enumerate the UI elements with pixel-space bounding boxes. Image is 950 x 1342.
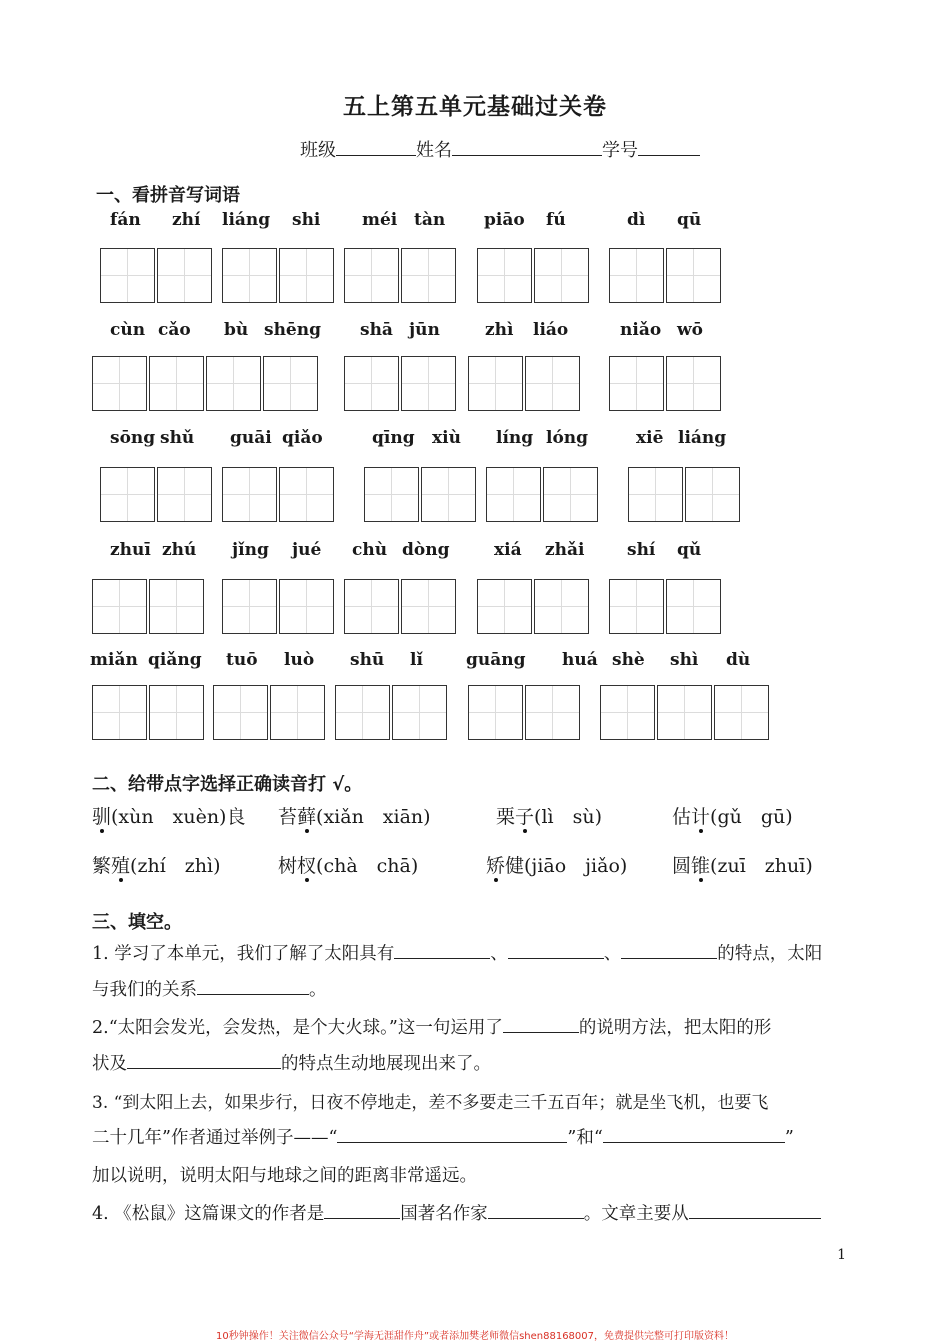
question-text: 状及 [92, 1054, 127, 1074]
pinyin: dòng [402, 540, 450, 560]
pinyin: dù [726, 650, 751, 670]
character-box[interactable] [344, 579, 399, 634]
character-box[interactable] [600, 685, 655, 740]
section3-heading: 三、填空。 [92, 912, 182, 933]
character-box[interactable] [157, 467, 212, 522]
character-box[interactable] [344, 356, 399, 411]
id-blank[interactable] [638, 139, 700, 156]
pinyin: xiá [494, 540, 522, 560]
character-box[interactable] [543, 467, 598, 522]
choice-char: 苔 [278, 806, 298, 828]
character-box-group [92, 685, 206, 740]
separator: 、 [603, 944, 622, 964]
pinyin: qū [677, 210, 702, 230]
pinyin: liáng [222, 210, 271, 230]
character-box[interactable] [401, 248, 456, 303]
pinyin: huá [562, 650, 598, 670]
pinyin: tàn [414, 210, 446, 230]
choice-char: 估 [672, 806, 692, 828]
character-box-group [609, 248, 723, 303]
dotted-char: 殖 [111, 851, 130, 878]
choice-char: 繁 [92, 855, 112, 877]
character-box[interactable] [263, 356, 318, 411]
page-title: 五上第五单元基础过关卷 [343, 94, 607, 120]
pinyin: qiǎng [148, 650, 202, 670]
pinyin: miǎn [90, 650, 138, 670]
character-box[interactable] [714, 685, 769, 740]
question-text: 4. 《松鼠》这篇课文的作者是 [92, 1204, 325, 1224]
choice-options: (chà chā) [316, 855, 419, 877]
character-box[interactable] [213, 685, 268, 740]
dotted-char: 计 [691, 802, 710, 829]
name-blank[interactable] [452, 139, 602, 156]
student-info-line [300, 136, 700, 162]
footer-notice: 10秒钟操作！关注微信公众号“学海无涯甜作舟”或者添加樊老师微信shen88168007，免费提供完整可打印版资料！ [215, 1331, 735, 1342]
pinyin: shì [670, 650, 699, 670]
character-box[interactable] [468, 685, 523, 740]
character-box[interactable] [279, 248, 334, 303]
class-label: 班级 [300, 140, 336, 161]
character-box-group [609, 356, 723, 411]
dotted-char: 锥 [691, 851, 710, 878]
character-box[interactable] [609, 579, 664, 634]
character-box-group [92, 356, 320, 411]
pinyin: qiǎo [282, 428, 323, 448]
character-box[interactable] [657, 685, 712, 740]
pinyin: wō [677, 320, 703, 340]
character-box[interactable] [609, 248, 664, 303]
pinyin: shǔ [160, 428, 195, 448]
pinyin: guāi [230, 428, 272, 448]
character-box[interactable] [477, 579, 532, 634]
question-1-line-1 [92, 940, 822, 965]
character-box-group [344, 356, 458, 411]
question-text: 。文章主要从 [583, 1204, 689, 1224]
choice-item[interactable] [92, 851, 221, 878]
character-box[interactable] [468, 356, 523, 411]
pinyin: shè [612, 650, 645, 670]
class-blank[interactable] [336, 139, 416, 156]
section2-heading: 二、给带点字选择正确读音打 √。 [92, 774, 363, 795]
choice-options: (xùn xuèn)良 [111, 806, 246, 828]
pinyin: piāo [484, 210, 525, 230]
choice-options: 健(jiāo jiǎo) [505, 855, 628, 877]
character-box[interactable] [206, 356, 261, 411]
choice-item[interactable] [278, 851, 418, 878]
question-text: 与我们的关系 [92, 980, 197, 1000]
character-box[interactable] [666, 579, 721, 634]
dotted-char: 子 [515, 802, 534, 829]
pinyin: qīng [372, 428, 415, 448]
character-box-group [222, 248, 336, 303]
question-4-line-1 [92, 1200, 821, 1225]
answer-blank[interactable] [508, 944, 604, 959]
character-box[interactable] [222, 467, 277, 522]
character-box[interactable] [222, 579, 277, 634]
answer-blank[interactable] [503, 1018, 579, 1033]
answer-blank[interactable] [337, 1128, 567, 1143]
character-box[interactable] [609, 356, 664, 411]
pinyin: bù [224, 320, 249, 340]
character-box-group [344, 248, 458, 303]
pinyin: xiē [636, 428, 664, 448]
answer-blank[interactable] [689, 1204, 821, 1219]
question-2-line-2 [92, 1050, 491, 1075]
pinyin: shū [350, 650, 385, 670]
character-box-group [222, 467, 336, 522]
choice-options: (gǔ gū) [710, 806, 793, 828]
pinyin: zhì [485, 320, 514, 340]
answer-blank[interactable] [488, 1204, 584, 1219]
section1-heading: 一、看拼音写词语 [96, 185, 240, 206]
choice-options: (xiǎn xiān) [316, 806, 431, 828]
dotted-char: 矫 [486, 851, 505, 878]
character-box-group [468, 356, 582, 411]
pinyin: fán [110, 210, 141, 230]
character-box[interactable] [392, 685, 447, 740]
pinyin: líng [496, 428, 534, 448]
choice-char: 树 [278, 855, 298, 877]
pinyin: jué [292, 540, 322, 560]
dotted-char: 驯 [92, 802, 111, 829]
pinyin: shēng [264, 320, 321, 340]
character-box[interactable] [628, 467, 683, 522]
question-text: 1. 学习了本单元，我们了解了太阳具有 [92, 944, 395, 964]
character-box[interactable] [149, 685, 204, 740]
character-box[interactable] [222, 248, 277, 303]
choice-options: (zhí zhì) [130, 855, 221, 877]
answer-blank[interactable] [603, 1128, 785, 1143]
character-box-group [364, 467, 478, 522]
dotted-char: 藓 [297, 802, 316, 829]
character-box[interactable] [685, 467, 740, 522]
pinyin: zhǎi [545, 540, 585, 560]
character-box[interactable] [149, 356, 204, 411]
page-number: 1 [837, 1247, 846, 1263]
choice-item[interactable] [278, 802, 431, 829]
pinyin: zhú [162, 540, 197, 560]
character-box[interactable] [525, 685, 580, 740]
choice-item[interactable] [496, 802, 602, 829]
answer-blank[interactable] [127, 1054, 281, 1069]
answer-blank[interactable] [621, 944, 717, 959]
character-box[interactable] [92, 685, 147, 740]
character-box-group [477, 579, 591, 634]
character-box-group [213, 685, 327, 740]
question-text: 的特点，太阳 [717, 944, 823, 964]
pinyin: guāng [466, 650, 526, 670]
pinyin: lóng [546, 428, 589, 448]
character-box-group [486, 467, 600, 522]
character-box[interactable] [335, 685, 390, 740]
choice-options: (lì sù) [534, 806, 602, 828]
choice-item[interactable] [486, 851, 627, 878]
character-box-group [92, 579, 206, 634]
choice-char: 圆 [672, 855, 692, 877]
character-box-group [335, 685, 449, 740]
pinyin: shí [627, 540, 656, 560]
pinyin: qǔ [677, 540, 702, 560]
character-box-group [609, 579, 723, 634]
character-box[interactable] [364, 467, 419, 522]
question-text: ”和“ [567, 1128, 603, 1148]
pinyin: sōng [110, 428, 156, 448]
pinyin: jūn [409, 320, 440, 340]
answer-blank[interactable] [197, 980, 309, 995]
character-box-group [600, 685, 771, 740]
character-box-group [100, 467, 214, 522]
question-3-line-2 [92, 1124, 794, 1149]
pinyin: liáng [678, 428, 727, 448]
character-box[interactable] [421, 467, 476, 522]
pinyin: shā [360, 320, 393, 340]
pinyin: xiù [432, 428, 461, 448]
dotted-char: 杈 [297, 851, 316, 878]
character-box[interactable] [525, 356, 580, 411]
question-text: 的特点生动地展现出来了。 [281, 1054, 491, 1074]
choice-options: (zuī zhuī) [710, 855, 813, 877]
question-text: 二十几年”作者通过举例子——“ [92, 1128, 338, 1148]
character-box[interactable] [270, 685, 325, 740]
pinyin: lǐ [410, 650, 423, 670]
choice-item[interactable] [672, 851, 813, 878]
question-text: 。 [309, 980, 327, 1000]
character-box[interactable] [92, 356, 147, 411]
question-text: ” [784, 1128, 794, 1148]
answer-blank[interactable] [394, 944, 490, 959]
character-box[interactable] [344, 248, 399, 303]
character-box-group [628, 467, 742, 522]
pinyin: luò [284, 650, 315, 670]
character-box[interactable] [149, 579, 204, 634]
pinyin: shi [292, 210, 321, 230]
choice-item[interactable] [672, 802, 793, 829]
character-box[interactable] [666, 356, 721, 411]
question-3-line-1: 3. “到太阳上去，如果步行，日夜不停地走，差不多要走三千五百年；就是坐飞机，也要飞 [92, 1093, 769, 1113]
character-box[interactable] [666, 248, 721, 303]
character-box-group [477, 248, 591, 303]
character-box[interactable] [157, 248, 212, 303]
question-text: 2.“太阳会发光，会发热，是个大火球。”这一句运用了 [92, 1018, 503, 1038]
id-label: 学号 [602, 140, 638, 161]
character-box[interactable] [100, 467, 155, 522]
pinyin: zhí [172, 210, 201, 230]
character-box[interactable] [279, 579, 334, 634]
choice-char: 栗 [496, 806, 516, 828]
question-3-line-3: 加以说明，说明太阳与地球之间的距离非常遥远。 [92, 1166, 477, 1186]
separator: 、 [490, 944, 508, 964]
pinyin: fú [546, 210, 566, 230]
character-box[interactable] [100, 248, 155, 303]
character-box[interactable] [477, 248, 532, 303]
pinyin: liáo [533, 320, 569, 340]
character-box[interactable] [401, 579, 456, 634]
pinyin: tuō [226, 650, 258, 670]
pinyin: zhuī [110, 540, 151, 560]
choice-item[interactable] [92, 802, 245, 829]
character-box-group [222, 579, 336, 634]
character-box-group [344, 579, 458, 634]
pinyin: cǎo [158, 320, 191, 340]
character-box[interactable] [401, 356, 456, 411]
character-box[interactable] [486, 467, 541, 522]
pinyin: jǐng [232, 540, 269, 560]
character-box-group [100, 248, 214, 303]
character-box[interactable] [92, 579, 147, 634]
question-1-line-2 [92, 976, 327, 1001]
character-box[interactable] [534, 248, 589, 303]
pinyin: chù [352, 540, 388, 560]
character-box-group [468, 685, 582, 740]
question-text: 的说明方法，把太阳的形 [578, 1018, 772, 1038]
pinyin: méi [362, 210, 398, 230]
pinyin: dì [627, 210, 646, 230]
question-2-line-1 [92, 1014, 771, 1039]
name-label: 姓名 [416, 140, 452, 161]
character-box[interactable] [279, 467, 334, 522]
character-box[interactable] [534, 579, 589, 634]
answer-blank[interactable] [324, 1204, 400, 1219]
pinyin: niǎo [620, 320, 662, 340]
pinyin: cùn [110, 320, 146, 340]
question-text: 国著名作家 [400, 1204, 488, 1224]
